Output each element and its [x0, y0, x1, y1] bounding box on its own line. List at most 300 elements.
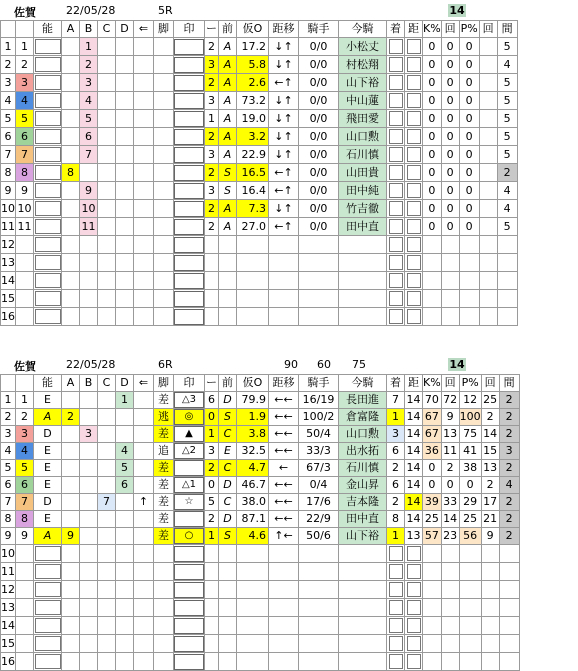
col-c	[98, 409, 116, 426]
post-number	[16, 290, 34, 308]
table-row[interactable]	[1, 635, 520, 653]
k-percent: 70	[423, 392, 442, 409]
odds-cell: 38.0	[237, 494, 269, 511]
col-header: 回	[441, 21, 459, 38]
p-count	[481, 545, 499, 563]
mark-box[interactable]: △2	[174, 443, 204, 459]
table-row[interactable]	[1, 511, 520, 528]
position-cell: C	[219, 494, 237, 511]
mark-box[interactable]: ▲	[174, 426, 204, 442]
col-a	[62, 146, 80, 164]
mark-box[interactable]	[174, 39, 204, 55]
table-row[interactable]	[1, 426, 520, 443]
col-b: 6	[80, 128, 98, 146]
col-d	[116, 545, 134, 563]
move-cell	[269, 635, 299, 653]
position-cell	[219, 653, 237, 671]
col-header: 前	[219, 375, 237, 392]
jockey-record: 0/0	[299, 182, 339, 200]
p-percent	[459, 236, 479, 254]
leg-type: 差	[154, 494, 174, 511]
col-a	[62, 545, 80, 563]
leg-type	[154, 290, 174, 308]
gap-cell: 2	[499, 528, 519, 545]
mark-box[interactable]	[174, 600, 204, 616]
jockey-record: 50/6	[299, 528, 339, 545]
mark-box[interactable]	[174, 129, 204, 145]
leg-type	[154, 599, 174, 617]
table-row[interactable]	[1, 236, 518, 254]
col-d: 1	[116, 392, 134, 409]
k-count	[441, 563, 459, 581]
mark-box[interactable]: ○	[174, 528, 204, 544]
ability-cell	[34, 254, 62, 272]
k-count: 0	[441, 200, 459, 218]
table-row[interactable]	[1, 110, 518, 128]
col-b: 9	[80, 182, 98, 200]
odds-cell	[237, 599, 269, 617]
position-cell: S	[219, 528, 237, 545]
leg-type	[154, 164, 174, 182]
table-row[interactable]	[1, 494, 520, 511]
odds-cell: 22.9	[237, 146, 269, 164]
table-row[interactable]	[1, 581, 520, 599]
k-count: 23	[441, 528, 459, 545]
mark-box[interactable]	[174, 636, 204, 652]
p-percent: 56	[459, 528, 481, 545]
col-header: 仮O	[237, 21, 269, 38]
post-number	[16, 599, 34, 617]
position-cell	[219, 599, 237, 617]
mark-box[interactable]: ◎	[174, 409, 204, 425]
table-row[interactable]	[1, 477, 520, 494]
position-cell: C	[219, 460, 237, 477]
sex-cell: 0	[205, 477, 219, 494]
k-percent: 25	[423, 511, 442, 528]
move-cell	[269, 545, 299, 563]
arrow-cell	[134, 409, 154, 426]
table-row[interactable]	[1, 599, 520, 617]
col-c	[98, 477, 116, 494]
distance-cell	[405, 92, 423, 110]
col-a	[62, 128, 80, 146]
col-b	[80, 599, 98, 617]
mark-box[interactable]	[174, 183, 204, 199]
finish-cell	[387, 110, 405, 128]
table-row[interactable]	[1, 617, 520, 635]
table-row[interactable]	[1, 218, 518, 236]
ability-cell	[34, 563, 62, 581]
col-a	[62, 110, 80, 128]
table-row[interactable]	[1, 164, 518, 182]
p-percent	[459, 308, 479, 326]
jockey-name: 吉本隆	[339, 494, 387, 511]
mark-box[interactable]	[174, 564, 204, 580]
col-a	[62, 460, 80, 477]
col-b: 2	[80, 56, 98, 74]
col-b	[80, 236, 98, 254]
col-header: D	[116, 375, 134, 392]
mark-box[interactable]: △1	[174, 477, 204, 493]
arrow-cell	[134, 182, 154, 200]
col-c	[98, 272, 116, 290]
jockey-record: 22/9	[299, 511, 339, 528]
mark-box[interactable]	[174, 57, 204, 73]
sex-cell: 1	[205, 110, 219, 128]
odds-cell: 4.7	[237, 460, 269, 477]
leg-type: 差	[154, 511, 174, 528]
ability-cell	[34, 92, 62, 110]
leg-type	[154, 254, 174, 272]
col-a	[62, 494, 80, 511]
jockey-record	[299, 545, 339, 563]
gap-cell: 5	[497, 128, 517, 146]
table-row[interactable]	[1, 182, 518, 200]
distance-cell	[405, 164, 423, 182]
table-row[interactable]	[1, 443, 520, 460]
move-cell	[269, 290, 299, 308]
table-row[interactable]	[1, 653, 520, 671]
move-cell: ↓↑	[269, 38, 299, 56]
ability-cell	[34, 146, 62, 164]
col-header: 距移	[269, 375, 299, 392]
gap-cell: 5	[497, 218, 517, 236]
table-row[interactable]	[1, 146, 518, 164]
col-d	[116, 200, 134, 218]
ability-cell	[34, 74, 62, 92]
k-percent: 67	[423, 426, 442, 443]
ability-cell	[34, 635, 62, 653]
p-percent: 0	[459, 56, 479, 74]
ability-cell: E	[34, 392, 62, 409]
col-b: 7	[80, 146, 98, 164]
leg-type	[154, 92, 174, 110]
table-row[interactable]	[1, 74, 518, 92]
race-number: 5R	[158, 4, 173, 17]
move-cell	[269, 653, 299, 671]
k-count	[441, 272, 459, 290]
col-b	[80, 272, 98, 290]
jockey-record: 0/0	[299, 164, 339, 182]
arrow-cell	[134, 426, 154, 443]
p-percent	[459, 272, 479, 290]
mark-box[interactable]	[174, 111, 204, 127]
mark-box[interactable]: ☆	[174, 494, 204, 510]
table-row[interactable]	[1, 290, 518, 308]
jockey-record	[299, 563, 339, 581]
odds-cell: 79.9	[237, 392, 269, 409]
gap-cell: 5	[497, 74, 517, 92]
p-percent	[459, 545, 481, 563]
col-a	[62, 56, 80, 74]
p-percent: 0	[459, 38, 479, 56]
col-b: 3	[80, 74, 98, 92]
p-percent	[459, 635, 481, 653]
mark-box[interactable]	[174, 582, 204, 598]
mark-box[interactable]	[174, 273, 204, 289]
col-c	[98, 74, 116, 92]
col-a: 8	[62, 164, 80, 182]
distance-cell	[405, 218, 423, 236]
mark-box[interactable]	[174, 165, 204, 181]
k-count: 0	[441, 92, 459, 110]
sex-cell: 3	[205, 182, 219, 200]
finish-cell	[387, 581, 405, 599]
table-row[interactable]	[1, 92, 518, 110]
mark-cell	[174, 290, 205, 308]
finish-cell	[387, 146, 405, 164]
col-header: ⇐	[134, 375, 154, 392]
k-percent: 0	[423, 146, 442, 164]
col-d	[116, 92, 134, 110]
table-row[interactable]	[1, 56, 518, 74]
sex-cell	[205, 545, 219, 563]
k-count	[441, 653, 459, 671]
table-row[interactable]	[1, 545, 520, 563]
odds-cell: 19.0	[237, 110, 269, 128]
col-a	[62, 38, 80, 56]
finish-cell: 7	[387, 392, 405, 409]
k-count	[441, 308, 459, 326]
jockey-record: 0/0	[299, 146, 339, 164]
distance-cell: 14	[405, 460, 423, 477]
col-header: K%	[423, 375, 442, 392]
k-percent: 0	[423, 56, 442, 74]
finish-cell: 2	[387, 460, 405, 477]
move-cell: ←←	[269, 443, 299, 460]
mark-box[interactable]	[174, 511, 204, 527]
col-header: 能	[34, 375, 62, 392]
p-percent: 0	[459, 92, 479, 110]
k-percent: 57	[423, 528, 442, 545]
finish-cell: 3	[387, 426, 405, 443]
move-cell: ↑←	[269, 528, 299, 545]
finish-cell	[387, 272, 405, 290]
p-percent	[459, 290, 479, 308]
table-row[interactable]	[1, 392, 520, 409]
p-percent: 0	[459, 110, 479, 128]
post-number: 10	[16, 200, 34, 218]
p-percent	[459, 599, 481, 617]
distance-cell: 13	[405, 528, 423, 545]
k-count: 14	[441, 511, 459, 528]
col-c	[98, 308, 116, 326]
odds-cell: 5.8	[237, 56, 269, 74]
mark-box[interactable]	[174, 219, 204, 235]
odds-cell	[237, 635, 269, 653]
k-count: 11	[441, 443, 459, 460]
jockey-name: 飛田愛	[339, 110, 387, 128]
table-row[interactable]	[1, 200, 518, 218]
distance-cell	[405, 56, 423, 74]
k-count	[441, 635, 459, 653]
row-number: 9	[1, 528, 16, 545]
col-a	[62, 74, 80, 92]
p-count	[479, 146, 497, 164]
sex-cell	[205, 653, 219, 671]
col-a	[62, 581, 80, 599]
k-percent	[423, 290, 442, 308]
mark-box[interactable]	[174, 309, 204, 325]
mark-box[interactable]	[174, 618, 204, 634]
row-number: 13	[1, 254, 16, 272]
col-header: 能	[34, 21, 62, 38]
leg-type	[154, 218, 174, 236]
distance-cell	[405, 110, 423, 128]
ability-cell	[34, 581, 62, 599]
table-row[interactable]	[1, 254, 518, 272]
col-c	[98, 599, 116, 617]
table-row[interactable]	[1, 409, 520, 426]
leg-type	[154, 56, 174, 74]
race-6r-section	[0, 356, 578, 671]
post-number	[16, 653, 34, 671]
mark-box[interactable]: △3	[174, 392, 204, 408]
mark-box[interactable]	[174, 291, 204, 307]
col-b	[80, 563, 98, 581]
col-c	[98, 254, 116, 272]
mark-box[interactable]	[174, 255, 204, 271]
ability-cell	[34, 182, 62, 200]
col-b: 10	[80, 200, 98, 218]
arrow-cell	[134, 308, 154, 326]
mark-cell	[174, 477, 205, 494]
odds-cell	[237, 581, 269, 599]
table-row[interactable]	[1, 308, 518, 326]
table-row[interactable]	[1, 38, 518, 56]
gap-cell: 2	[499, 511, 519, 528]
race-6r-header	[0, 356, 578, 374]
p-percent: 29	[459, 494, 481, 511]
mark-box[interactable]	[174, 93, 204, 109]
position-cell: D	[219, 477, 237, 494]
k-count: 0	[441, 164, 459, 182]
arrow-cell	[134, 74, 154, 92]
col-a	[62, 182, 80, 200]
post-number: 9	[16, 528, 34, 545]
p-count	[479, 38, 497, 56]
move-cell	[269, 617, 299, 635]
leg-type	[154, 236, 174, 254]
mark-cell	[174, 563, 205, 581]
arrow-cell	[134, 164, 154, 182]
position-cell: D	[219, 511, 237, 528]
jockey-name: 中山蓮	[339, 92, 387, 110]
p-count	[481, 617, 499, 635]
jockey-name: 山田貴	[339, 164, 387, 182]
leg-type	[154, 182, 174, 200]
p-count	[479, 74, 497, 92]
jockey-record	[299, 236, 339, 254]
p-count: 25	[481, 392, 499, 409]
row-number: 12	[1, 236, 16, 254]
mark-cell	[174, 460, 205, 477]
mark-cell	[174, 653, 205, 671]
move-cell: ↓↑	[269, 200, 299, 218]
finish-cell	[387, 599, 405, 617]
row-number: 3	[1, 74, 16, 92]
col-c	[98, 182, 116, 200]
row-number: 7	[1, 146, 16, 164]
mark-box[interactable]	[174, 201, 204, 217]
ability-cell	[34, 236, 62, 254]
table-row[interactable]	[1, 128, 518, 146]
k-percent	[423, 545, 442, 563]
k-percent	[423, 653, 442, 671]
ability-cell	[34, 308, 62, 326]
arrow-cell	[134, 581, 154, 599]
col-header: ー	[205, 21, 219, 38]
post-number	[16, 563, 34, 581]
mark-box[interactable]	[174, 147, 204, 163]
gap-cell: 4	[497, 56, 517, 74]
row-number: 11	[1, 563, 16, 581]
distance-cell: 14	[405, 392, 423, 409]
p-percent	[459, 563, 481, 581]
col-header: C	[98, 375, 116, 392]
table-row[interactable]	[1, 272, 518, 290]
header-row	[1, 21, 518, 38]
ability-cell	[34, 653, 62, 671]
table-row[interactable]	[1, 460, 520, 477]
mark-box[interactable]	[174, 75, 204, 91]
col-header	[16, 21, 34, 38]
col-header: A	[62, 21, 80, 38]
jockey-record: 67/3	[299, 460, 339, 477]
gap-cell: 2	[499, 426, 519, 443]
col-header	[1, 21, 16, 38]
col-header: 脚	[154, 21, 174, 38]
venue-label: 佐賀	[14, 6, 36, 19]
move-cell: ←←	[269, 477, 299, 494]
col-c	[98, 653, 116, 671]
col-d: 6	[116, 477, 134, 494]
col-d	[116, 581, 134, 599]
jockey-name: 倉富隆	[339, 409, 387, 426]
col-d	[116, 56, 134, 74]
col-header: P%	[459, 375, 481, 392]
jockey-name	[339, 254, 387, 272]
mark-box[interactable]	[174, 460, 204, 476]
mark-box[interactable]	[174, 237, 204, 253]
leg-type	[154, 653, 174, 671]
k-count: 33	[441, 494, 459, 511]
race-number: 6R	[158, 358, 173, 371]
jockey-record	[299, 617, 339, 635]
move-cell: ↓↑	[269, 110, 299, 128]
col-c	[98, 563, 116, 581]
k-percent: 67	[423, 409, 442, 426]
col-d	[116, 272, 134, 290]
k-percent: 0	[423, 74, 442, 92]
position-cell: A	[219, 92, 237, 110]
jockey-name	[339, 581, 387, 599]
table-row[interactable]	[1, 528, 520, 545]
ability-cell: E	[34, 443, 62, 460]
race-5r-header	[0, 2, 578, 20]
table-row[interactable]	[1, 563, 520, 581]
p-count	[479, 200, 497, 218]
ability-cell	[34, 56, 62, 74]
post-number	[16, 581, 34, 599]
odds-cell: 73.2	[237, 92, 269, 110]
col-b	[80, 545, 98, 563]
distance-cell	[405, 182, 423, 200]
mark-box[interactable]	[174, 546, 204, 562]
ability-cell: D	[34, 426, 62, 443]
col-b	[80, 653, 98, 671]
mark-cell	[174, 200, 205, 218]
